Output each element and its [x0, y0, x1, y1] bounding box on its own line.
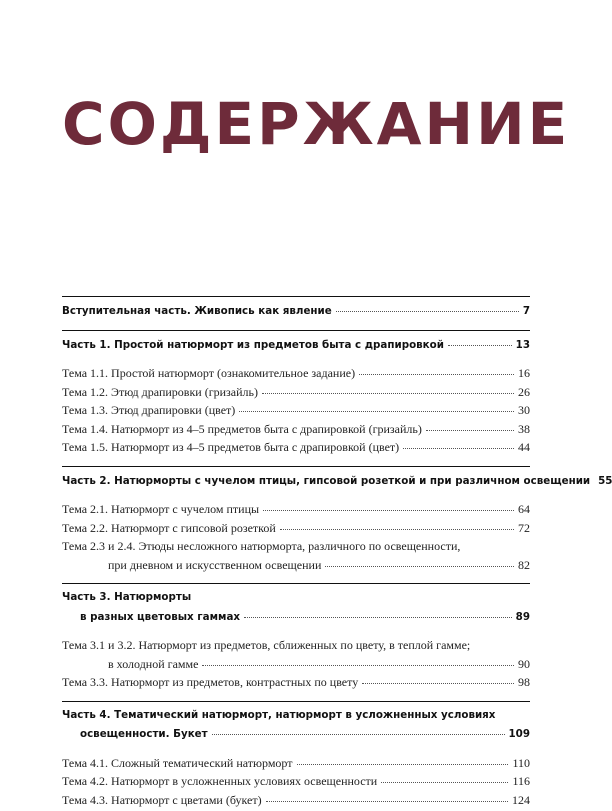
- dot-leader: [403, 439, 514, 449]
- toc-entry-topic-4-2[interactable]: [62, 774, 530, 793]
- toc-entry-topic-2-1[interactable]: [62, 502, 530, 521]
- table-of-contents: [62, 296, 530, 811]
- dot-leader: [359, 365, 514, 375]
- toc-entry-topic-2-3-line-2[interactable]: [62, 558, 530, 577]
- toc-entry-label: освещенности. Букет: [80, 728, 208, 740]
- toc-entry-label: Тема 4.3. Натюрморт с цветами (букет): [62, 793, 262, 808]
- toc-entry-topic-2-3-line-1[interactable]: [62, 539, 530, 558]
- toc-entry-label: Часть 1. Простой натюрморт из предметов быта с драпировкой: [62, 339, 444, 351]
- toc-entry-topic-1-1[interactable]: [62, 366, 530, 385]
- toc-entry-topic-3-3[interactable]: [62, 675, 530, 694]
- toc-page-number: 98: [518, 675, 530, 690]
- dot-leader: [362, 674, 514, 684]
- toc-entry-label: Тема 1.1. Простой натюрморт (ознакомительное задание): [62, 366, 355, 381]
- toc-page-number: 89: [516, 611, 530, 623]
- dot-leader: [325, 557, 514, 567]
- toc-page-number: 13: [516, 339, 530, 351]
- toc-page-number: 16: [518, 366, 530, 381]
- dot-leader: [448, 336, 512, 346]
- dot-leader: [336, 302, 519, 312]
- toc-entry-label: Вступительная часть. Живопись как явление: [62, 305, 332, 317]
- toc-entry-label: Тема 1.4. Натюрморт из 4–5 предметов быта с драпировкой (гризайль): [62, 422, 422, 437]
- dot-leader: [263, 501, 514, 511]
- toc-page-number: 26: [518, 385, 530, 400]
- toc-page-number: 82: [518, 558, 530, 573]
- toc-entry-label: Тема 3.1 и 3.2. Натюрморт из предметов, сближенных по цвету, в теплой гамме;: [62, 638, 470, 653]
- toc-entry-topic-4-1[interactable]: [62, 756, 530, 775]
- toc-entry-topic-1-2[interactable]: [62, 385, 530, 404]
- toc-entry-label: в холодной гамме: [108, 657, 198, 672]
- dot-leader: [212, 725, 505, 735]
- dot-leader: [280, 520, 514, 530]
- toc-entry-intro[interactable]: [62, 304, 530, 323]
- toc-entry-label: Тема 3.3. Натюрморт из предметов, контрастных по цвету: [62, 675, 358, 690]
- dot-leader: [426, 421, 514, 431]
- toc-entry-label: Тема 1.2. Этюд драпировки (гризайль): [62, 385, 258, 400]
- dot-leader: [244, 608, 512, 618]
- toc-entry-label: Часть 4. Тематический натюрморт, натюрморт в усложненных условиях: [62, 709, 495, 721]
- toc-entry-part-1[interactable]: [62, 338, 530, 357]
- toc-entry-topic-3-1-line-1[interactable]: [62, 638, 530, 657]
- toc-entry-label: Тема 4.1. Сложный тематический натюрморт: [62, 756, 293, 771]
- toc-page-number: 44: [518, 440, 530, 455]
- toc-entry-label: Тема 4.2. Натюрморт в усложненных условиях освещенности: [62, 774, 377, 789]
- toc-page-number: 55: [598, 475, 612, 487]
- toc-entry-label: Часть 2. Натюрморты с чучелом птицы, гипсовой розеткой и при различном освещении: [62, 475, 590, 487]
- toc-entry-part-4-line-2[interactable]: [62, 727, 530, 746]
- toc-entry-topic-2-2[interactable]: [62, 521, 530, 540]
- toc-entry-topic-1-3[interactable]: [62, 403, 530, 422]
- toc-entry-label: Тема 1.3. Этюд драпировки (цвет): [62, 403, 235, 418]
- toc-entry-label: Часть 3. Натюрморты: [62, 591, 191, 603]
- toc-entry-topic-1-5[interactable]: [62, 440, 530, 459]
- toc-entry-topic-1-4[interactable]: [62, 422, 530, 441]
- toc-page-number: 109: [509, 728, 531, 740]
- dot-leader: [381, 773, 508, 783]
- dot-leader: [262, 384, 514, 394]
- toc-page-number: 116: [512, 774, 530, 789]
- toc-page-number: 90: [518, 657, 530, 672]
- toc-page-number: 72: [518, 521, 530, 536]
- dot-leader: [202, 656, 514, 666]
- toc-page-number: 124: [512, 793, 530, 808]
- toc-entry-label: в разных цветовых гаммах: [80, 611, 240, 623]
- page-title: СОДЕРЖАНИЕ: [62, 88, 570, 160]
- toc-page-number: 7: [523, 305, 530, 317]
- toc-entry-part-3-line-2[interactable]: [62, 610, 530, 629]
- dot-leader: [266, 792, 508, 802]
- toc-entry-label: Тема 2.2. Натюрморт с гипсовой розеткой: [62, 521, 276, 536]
- toc-page-number: 30: [518, 403, 530, 418]
- dot-leader: [297, 755, 509, 765]
- toc-page-number: 38: [518, 422, 530, 437]
- toc-page-number: 110: [512, 756, 530, 771]
- toc-entry-topic-4-3[interactable]: [62, 793, 530, 811]
- toc-entry-topic-3-1-line-2[interactable]: [62, 657, 530, 676]
- toc-entry-label: Тема 1.5. Натюрморт из 4–5 предметов быта с драпировкой (цвет): [62, 440, 399, 455]
- toc-entry-label: Тема 2.1. Натюрморт с чучелом птицы: [62, 502, 259, 517]
- toc-page-number: 64: [518, 502, 530, 517]
- toc-entry-part-2[interactable]: [62, 474, 530, 493]
- toc-entry-label: при дневном и искусственном освещении: [108, 558, 321, 573]
- toc-entry-label: Тема 2.3 и 2.4. Этюды несложного натюрморта, различного по освещенности,: [62, 539, 460, 554]
- dot-leader: [239, 402, 514, 412]
